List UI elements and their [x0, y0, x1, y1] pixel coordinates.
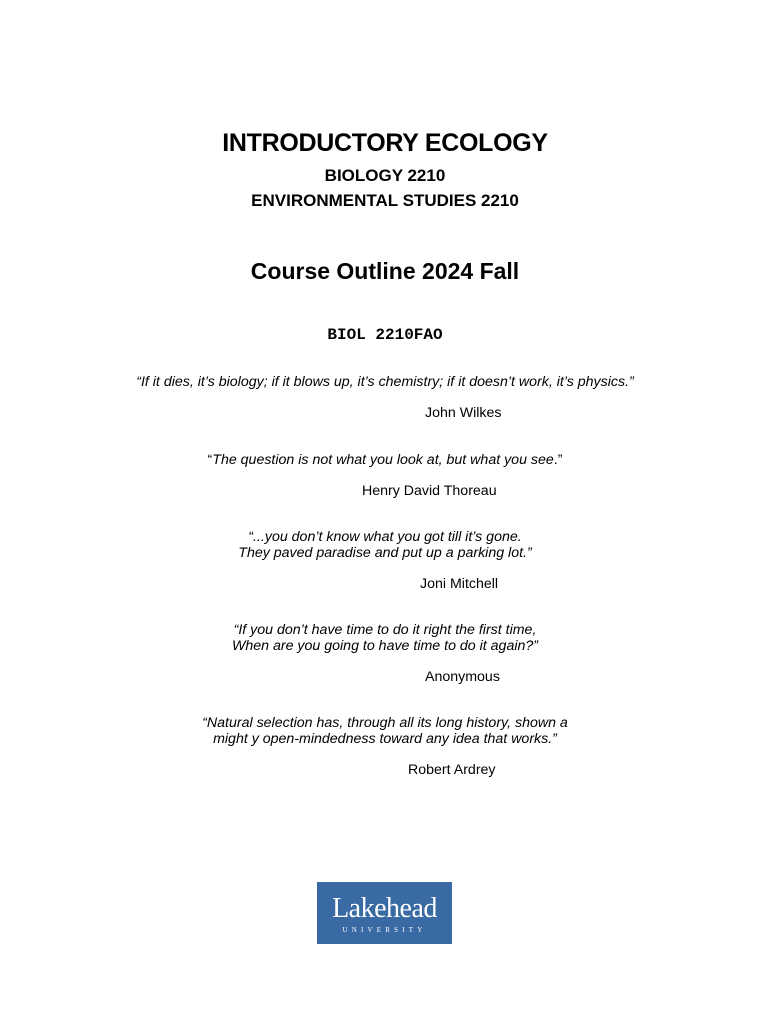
- quote-3-line-1: “...you don’t know what you got till it’s gone.: [248, 529, 522, 545]
- document-title: INTRODUCTORY ECOLOGY: [222, 129, 548, 157]
- quote-3-line-2: They paved paradise and put up a parking lot.”: [238, 545, 532, 561]
- quote-2-author: Henry David Thoreau: [362, 483, 497, 499]
- quote-5: [0, 715, 770, 747]
- course-number-biology: BIOLOGY 2210: [324, 166, 446, 185]
- logo-subtext: UNIVERSITY: [342, 926, 427, 934]
- course-code: BIOL 2210FAO: [327, 326, 443, 344]
- quote-2-close-mark: .”: [553, 452, 563, 468]
- course-number-environmental-studies: ENVIRONMENTAL STUDIES 2210: [251, 191, 519, 210]
- lakehead-university-logo: [317, 882, 452, 944]
- course-outline-heading: Course Outline 2024 Fall: [250, 258, 520, 284]
- quote-1-text: “If it dies, it’s biology; if it blows up, it’s chemistry; if it doesn’t work, it’s physics.”: [136, 374, 634, 390]
- logo-wordmark: Lakehead: [332, 893, 437, 924]
- quote-3-author: Joni Mitchell: [420, 576, 499, 592]
- quote-4-author: Anonymous: [425, 669, 500, 685]
- quote-1-author: John Wilkes: [425, 405, 502, 421]
- quote-2: [0, 452, 770, 468]
- quote-3: [0, 529, 770, 561]
- quote-5-line-2: might y open-mindedness toward any idea that works.”: [213, 731, 557, 747]
- quote-5-author: Robert Ardrey: [408, 762, 496, 778]
- quote-4-line-1: “If you don’t have time to do it right the first time,: [233, 622, 537, 638]
- quote-1: [0, 374, 770, 390]
- quote-2-text: The question is not what you look at, but what you see: [212, 452, 554, 468]
- quote-5-line-1: “Natural selection has, through all its long history, shown a: [202, 715, 568, 731]
- quote-4: [0, 622, 770, 654]
- quote-2-open-mark: “: [207, 452, 213, 468]
- quote-4-line-2: When are you going to have time to do it again?”: [231, 638, 538, 654]
